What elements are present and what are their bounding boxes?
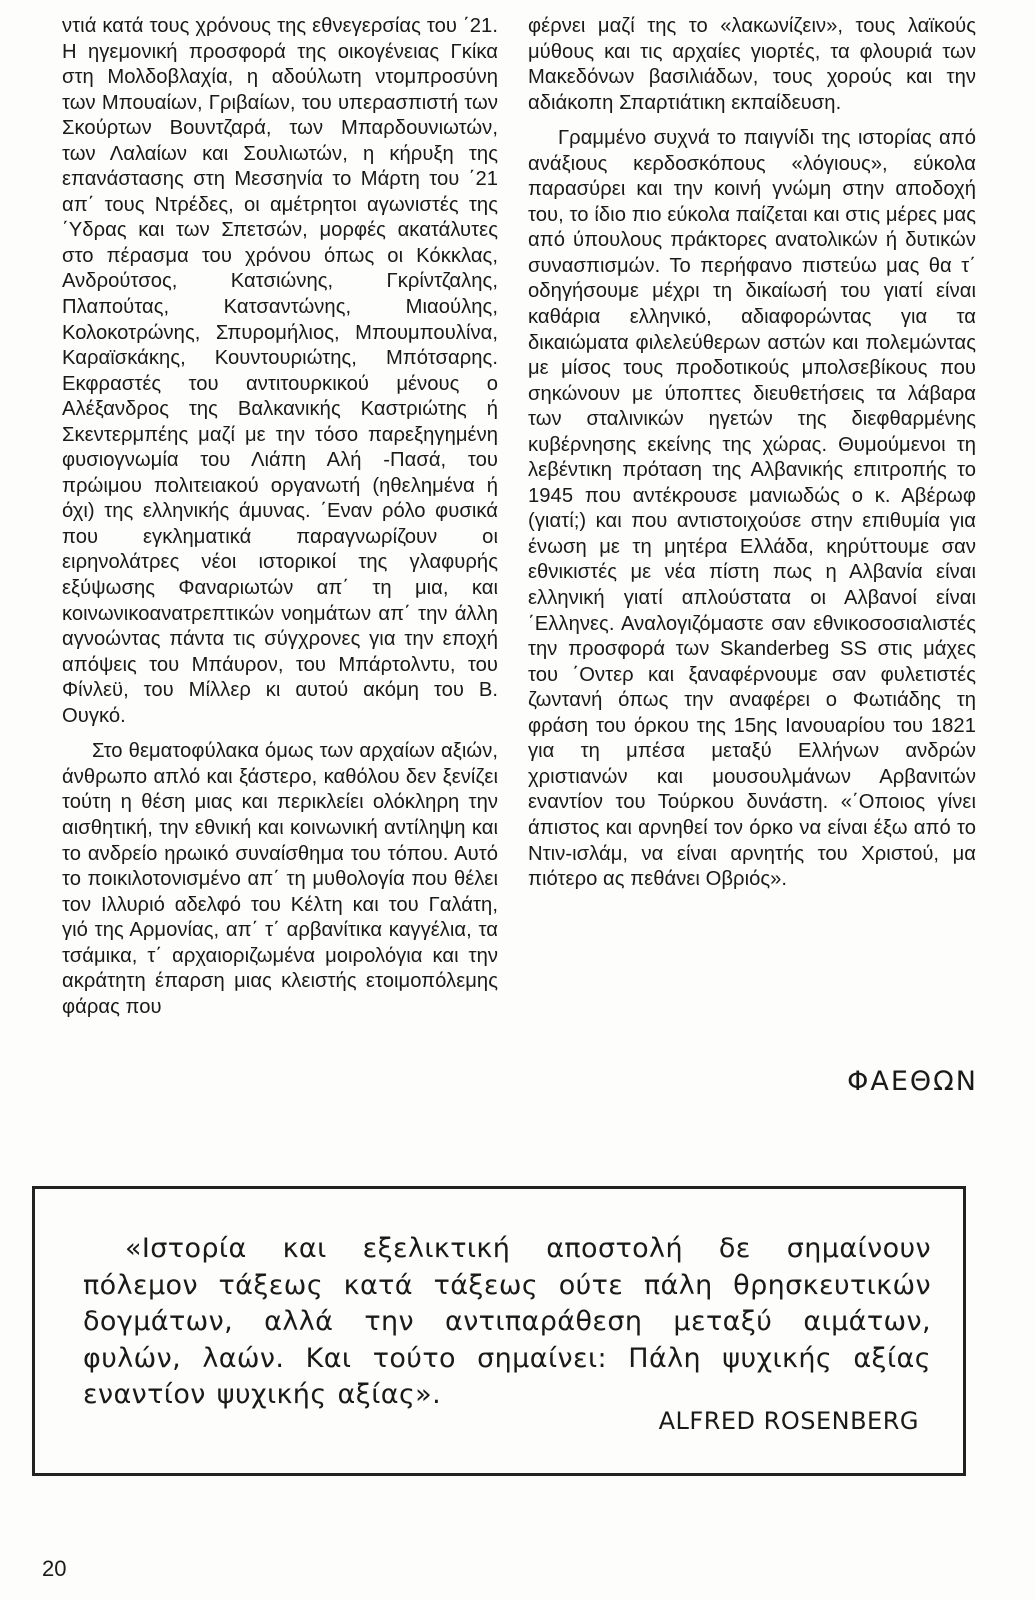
page-number: 20 — [42, 1556, 67, 1581]
left-paragraph-1: ντιά κατά τους χρόνους της εθνεγερσίας του ΄21. Η ηγεμονική προσφορά της οικογένειας Γκίκα στη Μολδοβλαχία, η αδούλωτη ντομπροσύνη των Μπουαίων, Γριβαίων, του υπερασπιστή των Σκούρτων Βουντζαρά, των Μπαρδουνιωτών, των Λαλαίων και Σουλιωτών, η κήρυξη της επανάστασης στη Μεσσηνία το Μάρτη του ΄21 απ΄ τους Ντρέδες, οι αμέτρητοι αγωνιστές της ΄Υδρας και των Σπετσών, μορφές ακατάλυτες στο πέρασμα του χρόνου όπως οι Κόκκλας, Ανδρούτσος, Κατσιώνης, Γκρίντζαλης, Πλαπούτας, Κατσαντώνης, Μιαούλης, Κολοκοτρώνης, Σπυρομήλιος, Μπουμπουλίνα, Καραϊσκάκης, Κουντουριώτης, Μπότσαρης. Εκφραστές του αντιτουρκικού μένους ο Αλέξανδρος της Βαλκανικής Καστριώτης ή Σκεντερμπέης μαζί με την τόσο παρεξηγημένη φυσιογνωμία του Λιάπη Αλή -Πασά, του πρώιμου πολιτειακού οργανωτή (ηθελημένα ή όχι) της ελληνικής άμυνας. ΄Εναν ρόλο φυσικά που εγκληματικά παραγνωρίζουν οι ειρηνολάτρες νέοι ιστορικοί της γλαφυρής εξύψωσης Φαναριωτών απ΄ τη μια, και κοινωνικοανατρεπτικών νοημάτων απ΄ την άλλη αγνοώντας πάντα τις σύγχρονες για την εποχή απόψεις του Μπάυρον, του Μπάρτολντυ, του Φίνλεϋ, του Μίλλερ κι αυτού ακόμη του Β. Ουγκό. — [62, 15, 498, 727]
left-text-column — [62, 14, 498, 1020]
right-paragraph-2: Γραμμένο συχνά το παιγνίδι της ιστορίας από ανάξιους κερδοσκόπους «λόγιους», εύκολα παρασύρει και την κοινή γνώμη στην αποδοχή του, το ίδιο πιο εύκολα παίζεται και στις μέρες μας από ύπουλους πράκτορες ανατολικών ή δυτικών συνασπισμών. Το περήφανο πιστεύω μας θα τ΄ οδηγήσουμε μέχρι τη δικαίωσή του γιατί είναι καθάρια ελληνικό, αδιαφορώντας για τα δικαιώματα φιλελεύθερων αστών και πολεμώντας με μίσος τους προδοτικούς μπολσεβίκους που σηκώνουν με ύποπτες διευθετήσεις τα λάβαρα των σταλινικών ηγετών της διεφθαρμένης κυβέρνησης εκείνης της χώρας. Θυμούμενοι τη λεβέντικη πρόταση της Αλβανικής επιτροπής το 1945 που αντέκρουσε μανιωδώς ο κ. Αβέρωφ (γιατί;) και που αντιστοιχούσε στην επιθυμία για ένωση με τη μητέρα Ελλάδα, κηρύττουμε σαν εθνικιστές με νέα πίστη πως η Αλβανία είναι ελληνική γιατί απλούστατα οι Αλβανοί είναι ΄Ελληνες. Αναλογιζόμαστε σαν εθνικοσοσιαλιστές την προσφορά των Skanderbeg SS στις μάχες του ΄Οντερ και ξαναφέρνουμε σαν φυλετιστές ζωντανή όπως την αναφέρει ο Φωτιάδης τη φράση του όρκου της 15ης Ιανουαρίου του 1821 για τη μπέσα μεταξύ Ελλήνων ανδρών χριστιανών και μουσουλμάνων Αρβανιτών εναντίον του Τούρκου δυνάστη. «΄Οποιος γίνει άπιστος και αρνηθεί τον όρκο να είναι έξω από το Ντιν-ισλάμ, να είναι αρνητής του Χριστού, μα πιότερο ας πεθάνει Οβριός». — [528, 127, 976, 891]
quote-box — [32, 1186, 966, 1476]
quote-text — [83, 1231, 931, 1414]
right-text-column — [528, 14, 976, 893]
right-paragraph-1: φέρνει μαζί της το «λακωνίζειν», τους λαϊκούς μύθους και τις αρχαίες γιορτές, τα φλουριά των Μακεδόνων βασιλιάδων, τους χορούς και την αδιάκοπη Σπαρτιάτικη εκπαίδευση. — [528, 15, 976, 114]
quote-author: ALFRED ROSENBERG — [658, 1407, 919, 1435]
article-signature: ΦΑΕΘΩΝ — [847, 1066, 978, 1097]
quote-body: «Ιστορία και εξελικτική αποστολή δε σημαίνουν πόλεμον τάξεως κατά τάξεως ούτε πάλη θρησκευτικών δογμάτων, αλλά την αντιπαράθεση μεταξύ αιμάτων, φυλών, λαών. Και τούτο σημαίνει: Πάλη ψυχικής αξίας εναντίον ψυχικής αξίας». — [83, 1233, 931, 1410]
left-paragraph-2: Στο θεματοφύλακα όμως των αρχαίων αξιών, άνθρωπο απλό και ξάστερο, καθόλου δεν ξενίζει τούτη η θέση μιας και περικλείει ολόκληρη την αισθητική, την εθνική και κοινωνική αντίληψη και το ανδρείο ηρωικό συναίσθημα του τόπου. Αυτό το ποικιλοτονισμένο απ΄ τη μυθολογία που θέλει τον Ιλλυριό αδελφό του Κέλτη και του Γαλάτη, γιό της Αρμονίας, απ΄ τ΄ αρβανίτικα καγγέλια, τα τσάμικα, τ΄ αρχαιοριζωμένα μοιρολόγια και την ακράτητη έπαρση μιας κλειστής ετοιμοπόλεμης φάρας που — [62, 740, 498, 1018]
